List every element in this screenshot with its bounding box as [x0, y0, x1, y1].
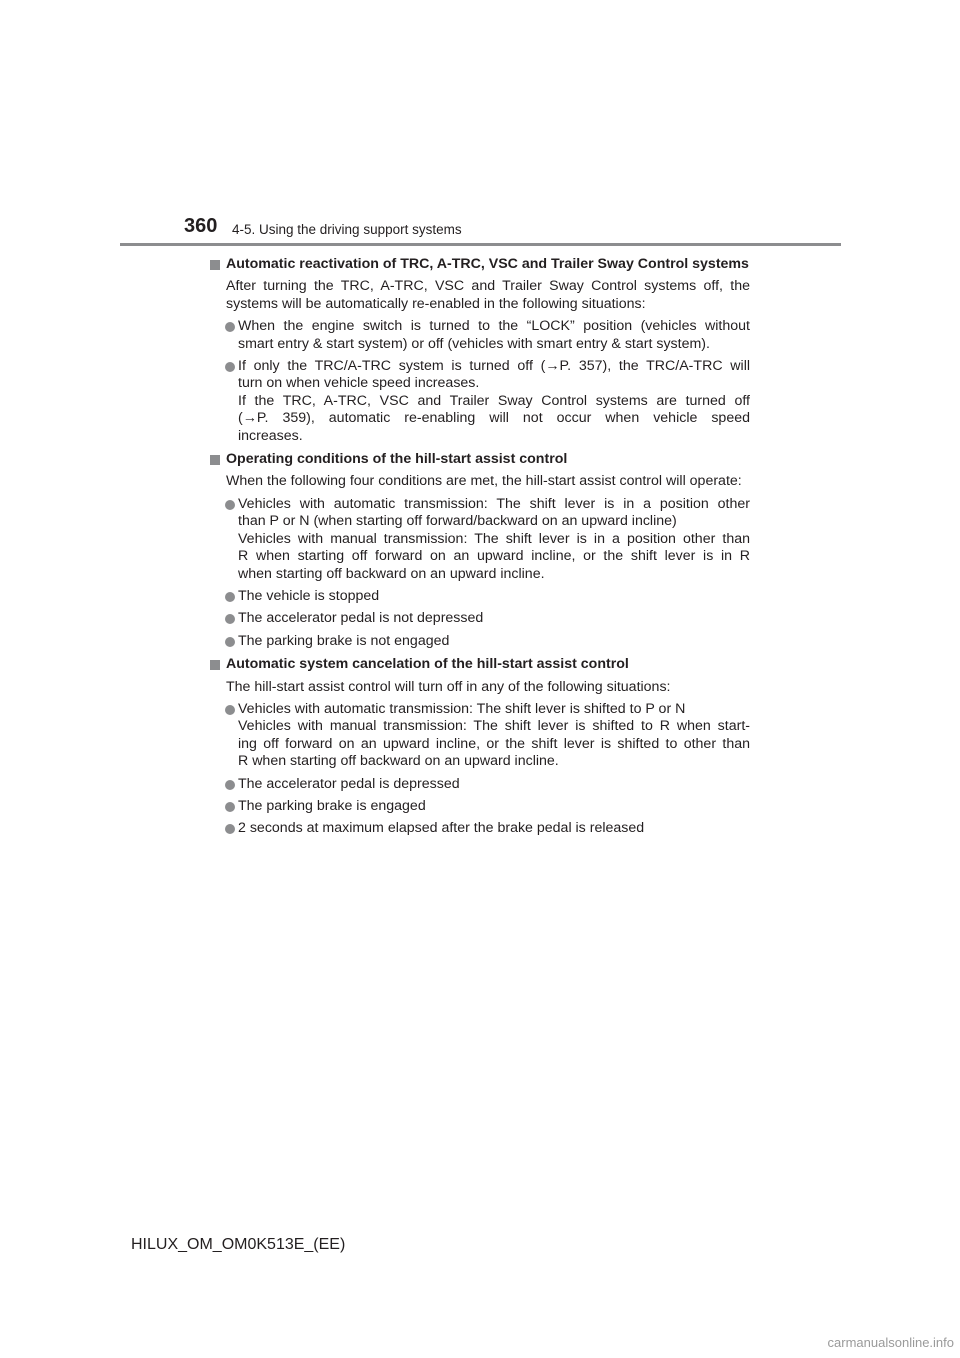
section-heading — [210, 656, 750, 673]
list-line: If only the TRC/A-TRC system is turned off (→P. 357), the TRC/A-TRC will — [238, 358, 750, 375]
list-line: The parking brake is engaged — [238, 797, 426, 814]
list-line: R when starting off backward on an upward incline. — [238, 753, 559, 770]
list-item — [210, 588, 750, 605]
watermark: carmanualsonline.info — [827, 1335, 954, 1350]
list-line: ing off forward on an upward incline, or the shift lever is shifted to other than — [238, 735, 750, 752]
list-line: Vehicles with automatic transmission: The shift lever is shifted to P or N — [238, 700, 686, 717]
circle-bullet-icon — [225, 322, 235, 332]
paragraph: The hill-start assist control will turn off in any of the following situations: — [226, 678, 671, 695]
circle-bullet-icon — [225, 362, 235, 372]
list-line: The accelerator pedal is depressed — [238, 775, 460, 792]
list-item — [210, 633, 750, 650]
square-bullet-icon — [210, 660, 220, 670]
list-line: smart entry & start system) or off (vehicles with smart entry & start system). — [238, 335, 710, 352]
circle-bullet-icon — [225, 500, 235, 510]
list-line: The accelerator pedal is not depressed — [238, 610, 484, 627]
heading-text: Operating conditions of the hill-start assist control — [226, 451, 568, 468]
list-item — [210, 496, 750, 583]
square-bullet-icon — [210, 455, 220, 465]
list-item — [210, 610, 750, 627]
list-line: 2 seconds at maximum elapsed after the brake pedal is released — [238, 820, 645, 837]
circle-bullet-icon — [225, 637, 235, 647]
circle-bullet-icon — [225, 705, 235, 715]
list-line: Vehicles with manual transmission: The shift lever is shifted to R when start- — [238, 718, 750, 735]
list-line: Vehicles with automatic transmission: The shift lever is in a position other — [238, 495, 750, 512]
document-code: HILUX_OM_OM0K513E_(EE) — [131, 1236, 346, 1253]
list-line: The parking brake is not engaged — [238, 632, 450, 649]
list-item — [210, 798, 750, 815]
list-line: Vehicles with manual transmission: The shift lever is in a position other than — [238, 530, 750, 547]
list-line: when starting off backward on an upward incline. — [238, 565, 545, 582]
circle-bullet-icon — [225, 802, 235, 812]
circle-bullet-icon — [225, 780, 235, 790]
list-line: than P or N (when starting off forward/backward on an upward incline) — [238, 513, 677, 530]
circle-bullet-icon — [225, 592, 235, 602]
list-line: increases. — [238, 427, 303, 444]
list-item — [210, 701, 750, 771]
list-item — [210, 358, 750, 445]
heading-text: Automatic reactivation of TRC, A-TRC, VSC and Trailer Sway Control systems — [226, 256, 749, 272]
paragraph: When the following four conditions are met, the hill-start assist control will operate: — [226, 473, 742, 490]
content-body — [210, 256, 750, 838]
list-line: (→P. 359), automatic re-enabling will not occur when vehicle speed — [238, 410, 750, 427]
list-item — [210, 318, 750, 353]
heading-text: Automatic system cancelation of the hill-start assist control — [226, 656, 629, 673]
section-title: 4-5. Using the driving support systems — [232, 222, 462, 237]
list-line: If the TRC, A-TRC, VSC and Trailer Sway Control systems are turned off — [238, 392, 750, 409]
page-number: 360 — [184, 215, 218, 237]
list-line: When the engine switch is turned to the “LOCK” position (vehicles without — [238, 318, 750, 335]
section-heading — [210, 256, 750, 273]
list-item — [210, 776, 750, 793]
circle-bullet-icon — [225, 614, 235, 624]
list-line: The vehicle is stopped — [238, 587, 380, 604]
list-line: R when starting off forward on an upward incline, or the shift lever is in R — [238, 548, 750, 565]
section-heading — [210, 451, 750, 468]
circle-bullet-icon — [225, 824, 235, 834]
square-bullet-icon — [210, 260, 220, 270]
list-item — [210, 820, 750, 837]
list-line: turn on when vehicle speed increases. — [238, 375, 480, 392]
header-rule — [120, 243, 841, 246]
paragraph: After turning the TRC, A-TRC, VSC and Trailer Sway Control systems off, the systems will be automatically re-enabled in the following situations: — [226, 278, 750, 312]
